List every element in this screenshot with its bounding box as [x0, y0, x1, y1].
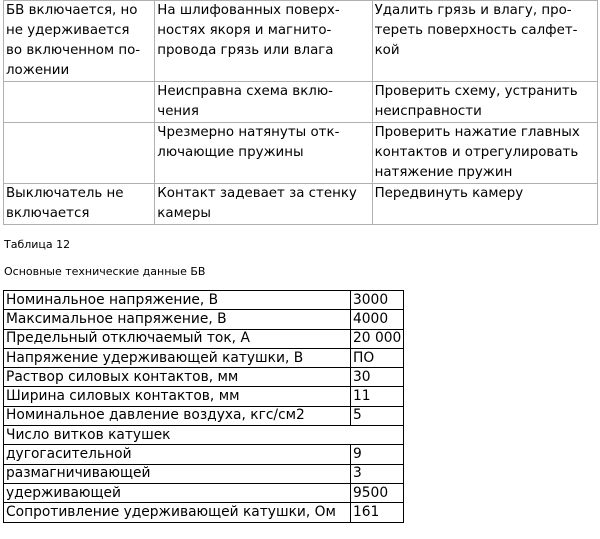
fault-symptom-cell	[4, 1, 155, 82]
cell-line: Чрезмерно натянуты отк-	[157, 125, 340, 140]
spec-name: Сопротивление удерживающей катушки, Ом	[4, 503, 351, 522]
spec-row	[4, 483, 404, 502]
spec-name: Ширина силовых контактов, мм	[4, 387, 351, 406]
fault-cause-cell	[155, 1, 372, 82]
cell-line: включается	[6, 206, 90, 221]
spec-name: дугогасительной	[4, 445, 351, 464]
fault-cause-cell	[155, 82, 372, 123]
table-number-caption: Таблица 12	[4, 238, 71, 251]
spec-name: удерживающей	[4, 483, 351, 502]
fault-table	[3, 0, 598, 225]
spec-row	[4, 426, 404, 445]
spec-row	[4, 503, 404, 522]
cell-line: БВ включается, но	[6, 3, 138, 18]
spec-value: 9	[351, 445, 404, 464]
cell-line: Проверить схему, устранить	[374, 84, 578, 99]
spec-value: 9500	[351, 483, 404, 502]
spec-value: 161	[351, 503, 404, 522]
spec-row	[4, 329, 404, 348]
cell-line: Передвинуть камеру	[374, 186, 524, 201]
cell-line: Неисправна схема вклю-	[157, 84, 333, 99]
spec-name: размагничивающей	[4, 464, 351, 483]
spec-row	[4, 348, 404, 367]
fault-symptom-cell	[4, 82, 155, 123]
cell-line: кой	[374, 43, 400, 58]
cell-line: ложении	[6, 63, 70, 78]
fault-table-row	[4, 123, 598, 184]
spec-row	[4, 291, 404, 310]
fault-remedy-cell	[372, 1, 597, 82]
cell-line: контактов и отрегулировать	[374, 145, 579, 160]
spec-row	[4, 464, 404, 483]
fault-symptom-cell	[4, 123, 155, 184]
spec-row	[4, 310, 404, 329]
spec-row	[4, 368, 404, 387]
cell-line: провода грязь или влага	[157, 43, 334, 58]
spec-name: Раствор силовых контактов, мм	[4, 368, 351, 387]
cell-line: тереть поверхность салфет-	[374, 23, 578, 38]
table-title-caption: Основные технические данные БВ	[4, 265, 206, 278]
fault-table-row	[4, 1, 598, 82]
fault-remedy-cell	[372, 123, 597, 184]
cell-line: Контакт задевает за стенку	[157, 186, 357, 201]
cell-line: На шлифованных поверх-	[157, 3, 340, 18]
fault-remedy-cell	[372, 184, 597, 225]
cell-line: Проверить нажатие главных	[374, 125, 580, 140]
spec-value: 5	[351, 406, 404, 425]
spec-value: 4000	[351, 310, 404, 329]
cell-line: Выключатель не	[6, 186, 124, 201]
cell-line: камеры	[157, 206, 211, 221]
spec-name: Напряжение удерживающей катушки, В	[4, 348, 351, 367]
fault-cause-cell	[155, 184, 372, 225]
cell-line: лючающие пружины	[157, 145, 304, 160]
fault-table-row	[4, 82, 598, 123]
spec-row	[4, 406, 404, 425]
spec-value: 11	[351, 387, 404, 406]
spec-value: 20 000	[351, 329, 404, 348]
spec-name: Номинальное напряжение, В	[4, 291, 351, 310]
spec-value: 3000	[351, 291, 404, 310]
spec-row	[4, 387, 404, 406]
fault-remedy-cell	[372, 82, 597, 123]
spec-value: 3	[351, 464, 404, 483]
cell-line: не удерживается	[6, 23, 130, 38]
spec-name: Предельный отключаемый ток, А	[4, 329, 351, 348]
cell-line: чения	[157, 104, 199, 119]
fault-cause-cell	[155, 123, 372, 184]
cell-line: натяжение пружин	[374, 165, 513, 180]
fault-symptom-cell	[4, 184, 155, 225]
spec-table	[3, 290, 404, 523]
spec-name: Номинальное давление воздуха, кгс/см2	[4, 406, 351, 425]
spec-value: 30	[351, 368, 404, 387]
spec-group-heading: Число витков катушек	[4, 426, 404, 445]
fault-table-row	[4, 184, 598, 225]
cell-line: Удалить грязь и влагу, про-	[374, 3, 572, 18]
spec-name: Максимальное напряжение, В	[4, 310, 351, 329]
fault-table-body	[4, 1, 598, 225]
cell-line: ностях якоря и магнито-	[157, 23, 332, 38]
cell-line: неисправности	[374, 104, 482, 119]
cell-line: во включенном по-	[6, 43, 141, 58]
spec-value: ПО	[351, 348, 404, 367]
spec-row	[4, 445, 404, 464]
spec-table-body	[4, 291, 404, 523]
